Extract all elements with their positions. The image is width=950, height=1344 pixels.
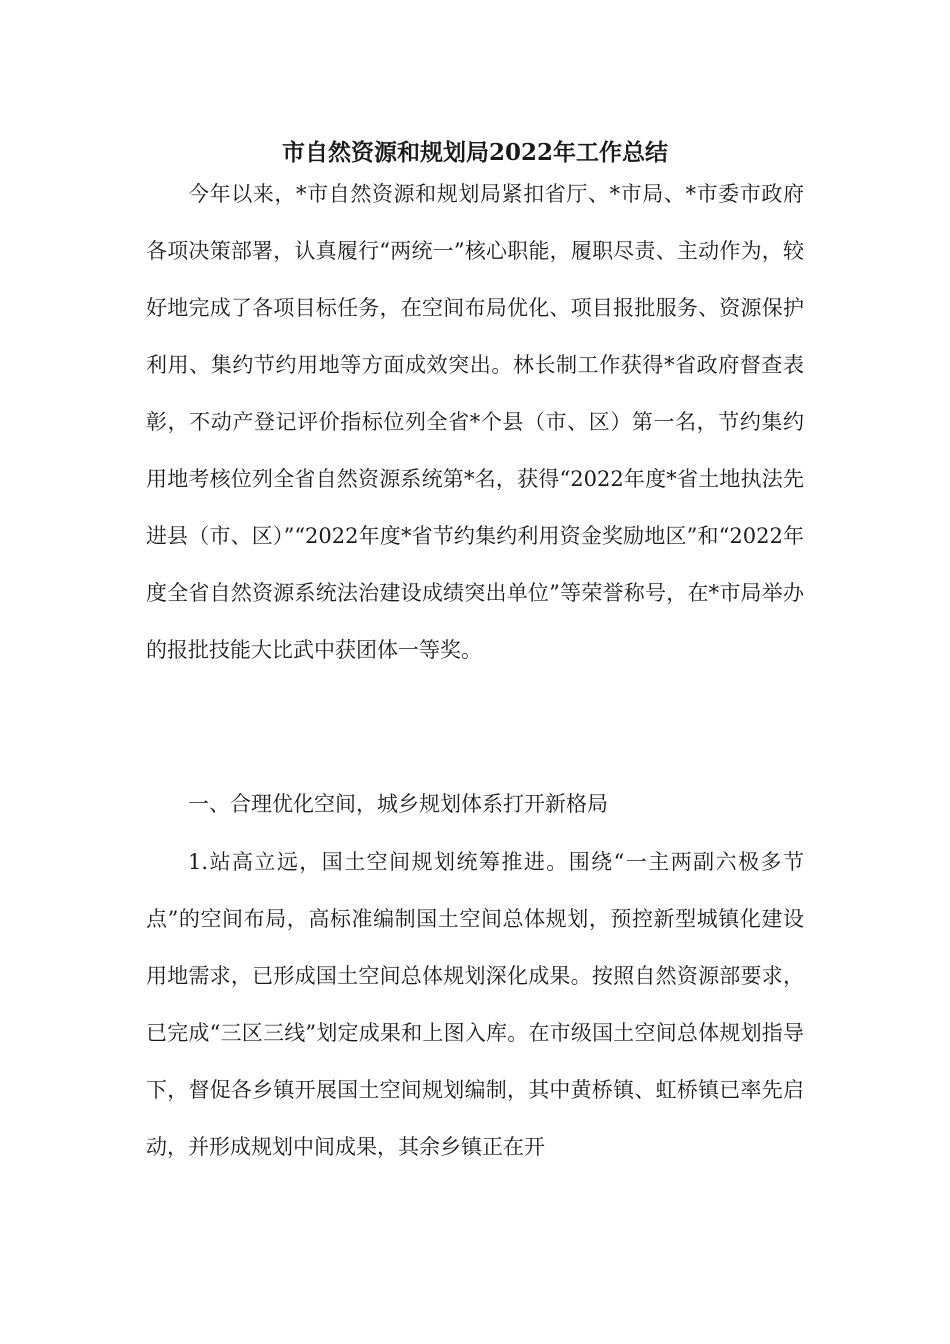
section-one-heading: 一、合理优化空间，城乡规划体系打开新格局 bbox=[188, 792, 608, 816]
intro-paragraph: 今年以来，*市自然资源和规划局紧扣省厅、*市局、*市委市政府各项决策部署，认真履行“两统一”核心职能，履职尽责、主动作为，较好地完成了各项目标任务，在空间布局优化、项目报批服务、资源保护利用、集约节约用地等方面成效突出。林长制工作获得*省政府督查表彰，不动产登记评价指标位列全省*个县（市、区）第一名，节约集约用地考核位列全省自然资源系统第*名，获得“2022年度*省土地执法先进县（市、区）”“2022年度*省节约集约利用资金奖励地区”和“2022年度全省自然资源系统法治建设成绩突出单位”等荣誉称号，在*市局举办的报批技能大比武中获团体一等奖。 bbox=[146, 182, 804, 662]
section-one-item-one: 1.站高立远，国土空间规划统筹推进。围绕“一主两副六极多节点”的空间布局，高标准编制国土空间总体规划，预控新型城镇化建设用地需求，已形成国土空间总体规划深化成果。按照自然资源部要求，已完成“三区三线”划定成果和上图入库。在市级国土空间总体规划指导下，督促各乡镇开展国土空间规划编制，其中黄桥镇、虹桥镇已率先启动，并形成规划中间成果，其余乡镇正在开 bbox=[146, 850, 804, 1159]
document-title: 市自然资源和规划局2022年工作总结 bbox=[281, 139, 668, 166]
